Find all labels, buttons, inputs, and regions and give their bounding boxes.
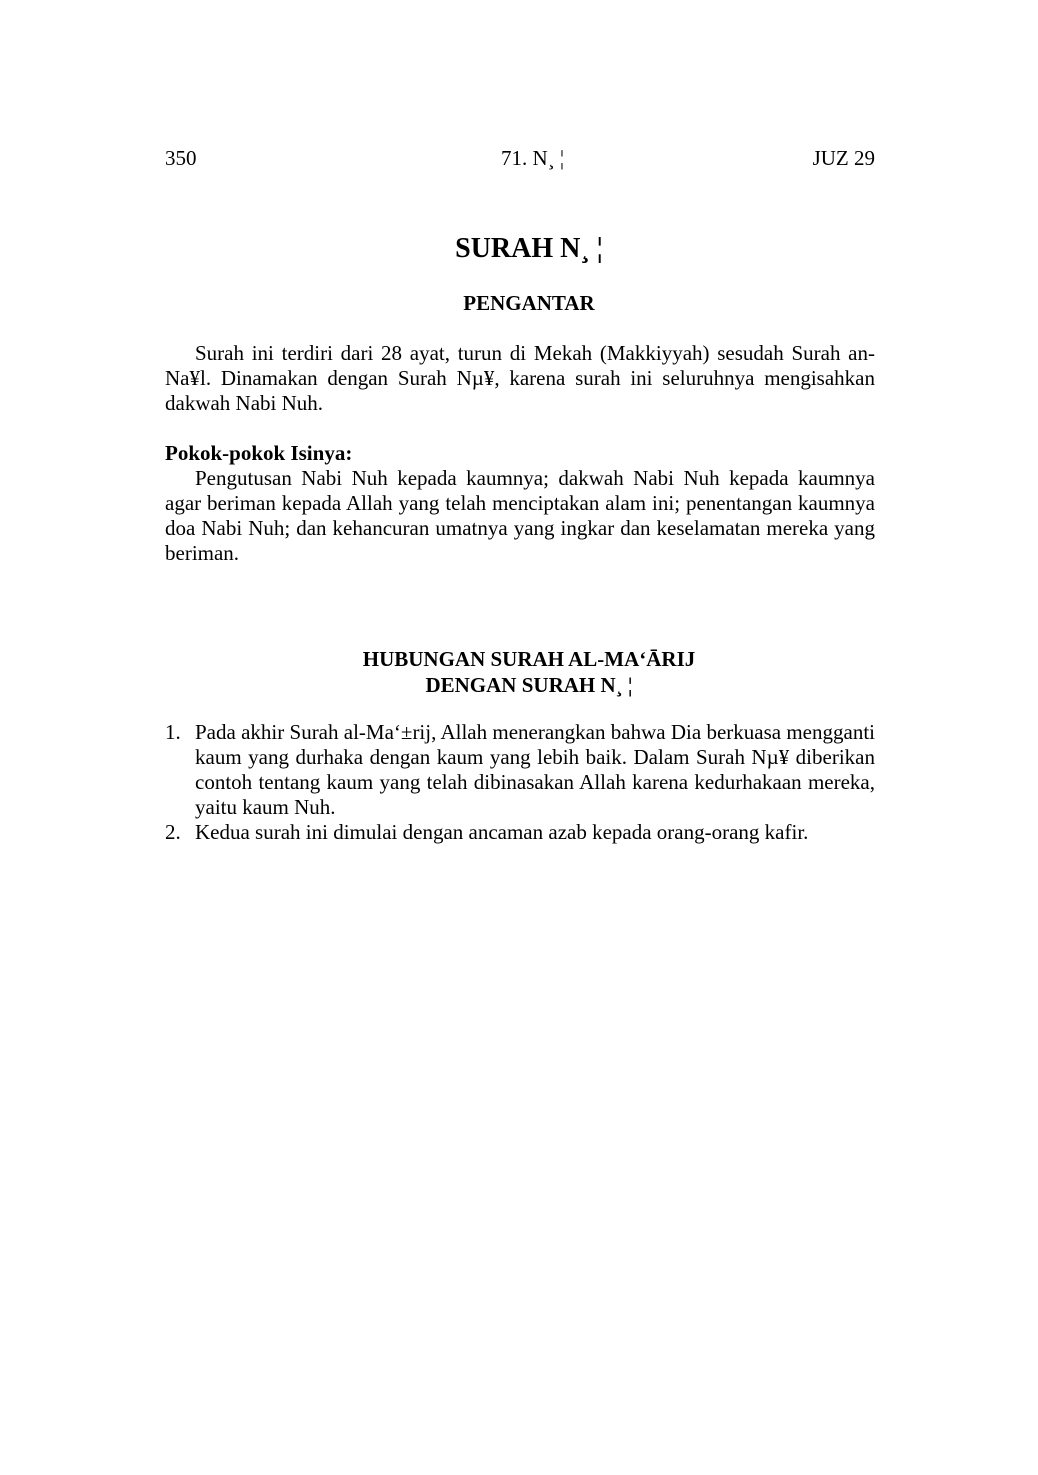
hubungan-heading-line-2: DENGAN SURAH N¸ ¦	[425, 673, 633, 697]
running-head	[165, 146, 875, 172]
hubungan-heading	[165, 646, 875, 698]
list-item-number: 2.	[165, 820, 181, 844]
list-item	[165, 820, 875, 845]
intro-paragraph: Surah ini terdiri dari 28 ayat, turun di Mekah (Makkiyyah) sesudah Surah an-Na¥l. Dinamakan dengan Surah Nµ¥, karena surah ini seluruhnya mengisahkan dakwah Nabi Nuh.	[165, 341, 875, 415]
list-item	[165, 720, 875, 820]
pokok-paragraph: Pengutusan Nabi Nuh kepada kaumnya; dakwah Nabi Nuh kepada kaumnya agar beriman kepada Allah yang telah menciptakan alam ini; penentangan kaumnya doa Nabi Nuh; dan kehancuran umatnya yang ingkar dan keselamatan mereka yang beriman.	[165, 466, 875, 565]
page-number: 350	[165, 146, 197, 170]
juz-label: JUZ 29	[812, 146, 875, 170]
pokok-heading: Pokok-pokok Isinya:	[165, 441, 353, 465]
list-item-number: 1.	[165, 720, 181, 744]
list-item-text: Pada akhir Surah al-Ma‘±rij, Allah menerangkan bahwa Dia berkuasa mengganti kaum yang durhaka dengan kaum yang lebih baik. Dalam Surah Nµ¥ diberikan contoh tentang kaum yang telah dibinasakan Allah karena kedurhakaan mereka, yaitu kaum Nuh.	[195, 720, 875, 819]
hubungan-heading-line-1: HUBUNGAN SURAH AL-MA‘ĀRIJ	[362, 647, 696, 671]
pengantar-heading: PENGANTAR	[463, 291, 595, 315]
list-item-text: Kedua surah ini dimulai dengan ancaman azab kepada orang-orang kafir.	[195, 820, 809, 844]
chapter-label: 71. N¸ ¦	[500, 146, 565, 170]
surah-title: SURAH N¸ ¦	[455, 233, 603, 264]
relation-list	[165, 720, 875, 845]
